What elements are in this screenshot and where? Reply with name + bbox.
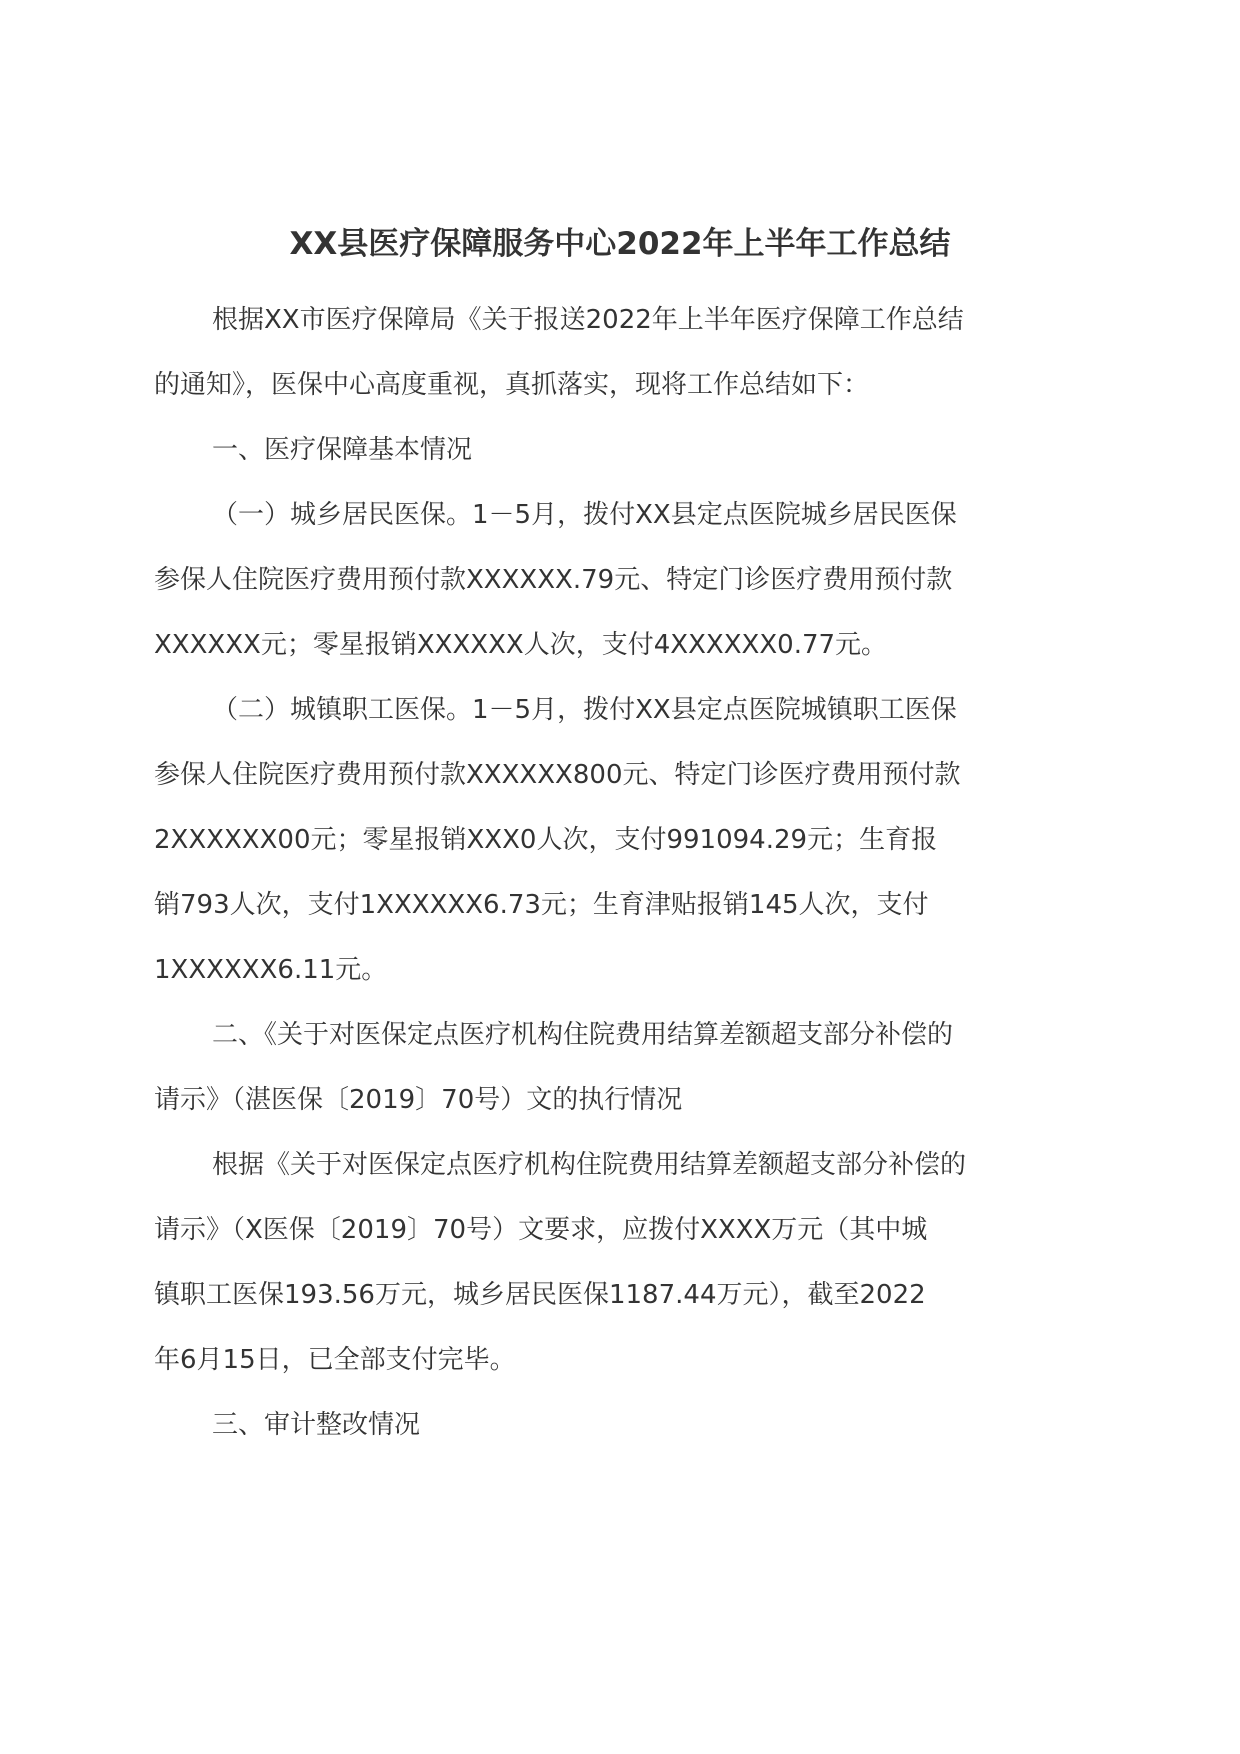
document-body bbox=[154, 288, 1094, 1458]
section-heading-1 bbox=[154, 418, 1094, 483]
paragraph-line: 参保人住院医疗费用预付款XXXXXX.79元、特定门诊医疗费用预付款 bbox=[154, 565, 953, 595]
paragraph-compensation-execution bbox=[154, 1133, 1094, 1393]
paragraph-line: XXXXXX元；零星报销XXXXXX人次，支付4XXXXXX0.77元。 bbox=[154, 630, 888, 660]
paragraph-line: 请示》（湛医保〔2019〕70号）文的执行情况 bbox=[154, 1085, 683, 1115]
paragraph-line: 根据XX市医疗保障局《关于报送2022年上半年医疗保障工作总结 bbox=[212, 305, 964, 335]
paragraph-rural-resident-insurance bbox=[154, 483, 1094, 678]
section-heading-3 bbox=[154, 1393, 1094, 1458]
section-heading-2 bbox=[154, 1003, 1094, 1133]
paragraph-line: 的通知》，医保中心高度重视，真抓落实，现将工作总结如下： bbox=[154, 370, 870, 400]
paragraph-line: 1XXXXXX6.11元。 bbox=[154, 955, 388, 985]
paragraph-line: 销793人次，支付1XXXXXX6.73元；生育津贴报销145人次，支付 bbox=[154, 890, 929, 920]
paragraph-line: （一）城乡居民医保。1－5月，拨付XX县定点医院城乡居民医保 bbox=[212, 500, 957, 530]
paragraph-line: 请示》（X医保〔2019〕70号）文要求，应拨付XXXX万元（其中城 bbox=[154, 1215, 928, 1245]
paragraph-line: 参保人住院医疗费用预付款XXXXXX800元、特定门诊医疗费用预付款 bbox=[154, 760, 961, 790]
paragraph-line: 二、《关于对医保定点医疗机构住院费用结算差额超支部分补偿的 bbox=[212, 1020, 954, 1050]
paragraph-urban-employee-insurance bbox=[154, 678, 1094, 1003]
paragraph-intro bbox=[154, 288, 1094, 418]
paragraph-line: 年6月15日，已全部支付完毕。 bbox=[154, 1345, 516, 1375]
paragraph-line: 一、医疗保障基本情况 bbox=[212, 435, 473, 465]
paragraph-line: （二）城镇职工医保。1－5月，拨付XX县定点医院城镇职工医保 bbox=[212, 695, 957, 725]
document-title: XX县医疗保障服务中心2022年上半年工作总结 bbox=[289, 226, 951, 262]
paragraph-line: 三、审计整改情况 bbox=[212, 1410, 421, 1440]
paragraph-line: 2XXXXXX00元；零星报销XXX0人次，支付991094.29元；生育报 bbox=[154, 825, 938, 855]
paragraph-line: 镇职工医保193.56万元，城乡居民医保1187.44万元），截至2022 bbox=[154, 1280, 926, 1310]
paragraph-line: 根据《关于对医保定点医疗机构住院费用结算差额超支部分补偿的 bbox=[212, 1150, 967, 1180]
